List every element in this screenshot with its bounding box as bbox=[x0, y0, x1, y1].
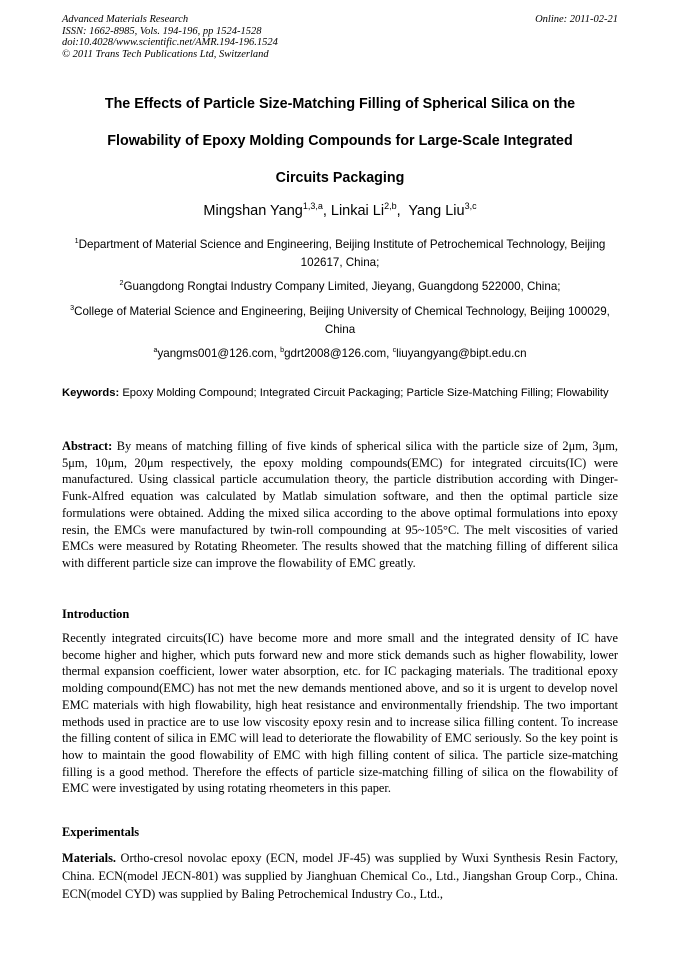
affil-marker: 1 bbox=[74, 236, 79, 246]
email-separator: , bbox=[273, 347, 281, 360]
journal-header bbox=[62, 14, 618, 60]
introduction-paragraph: Recently integrated circuits(IC) have become more and more small and the integrated density of IC have become higher and higher, which puts forward new and more stick demands such as higher flowability, lower thermal expansion coefficient, lower water absorption, etc. for IC packaging materials. The traditional epoxy molding compound(EMC) has not met the new demands mentioned above, and so it is urgent to develop novel EMC materials with high flowability, high heat resistance and environmentally friendship. The two important methods used in practice are to use low viscosity epoxy resin and to increase silica filling content. To increase the filling content of silica in EMC will lead to deteriorate the flowability of EMC seriously. So the key point is how to maintain the good flowability of EMC with high filling content of silica. The particle size-matching filling is a good method. Therefore the effects of particle size-matching filling of silica on the flowability of EMC were investigated by using rotating rheometers in this paper. bbox=[62, 631, 618, 796]
author-separator: , bbox=[396, 203, 409, 219]
affil-marker: 2 bbox=[119, 278, 124, 288]
author-name: Mingshan Yang bbox=[203, 203, 303, 219]
issn-line: ISSN: 1662-8985, Vols. 194-196, pp 1524-1528 bbox=[62, 25, 262, 37]
paper-title bbox=[62, 86, 618, 197]
author-affil-marker: 3,c bbox=[464, 201, 477, 212]
materials-label: Materials. bbox=[62, 851, 117, 865]
email-link[interactable]: liuyangyang@bipt.edu.cn bbox=[396, 347, 527, 360]
title-line-1: The Effects of Particle Size-Matching Filling of Spherical Silica on the bbox=[104, 96, 576, 112]
online-date: Online: 2011-02-21 bbox=[535, 14, 618, 25]
email-marker: a bbox=[153, 345, 158, 355]
author-name: Linkai Li bbox=[330, 203, 385, 219]
title-line-2: Flowability of Epoxy Molding Compounds for Large-Scale Integrated bbox=[107, 133, 573, 149]
author-name: Yang Liu bbox=[408, 203, 465, 219]
affiliation-1 bbox=[62, 236, 618, 272]
affil-text: College of Material Science and Engineering, Beijing University of Chemical Technology, Beijing 100029, China bbox=[74, 305, 610, 336]
email-marker: c bbox=[392, 345, 397, 355]
abstract-text: By means of matching filling of five kinds of spherical silica with the particle size of 2μm, 3μm, 5μm, 10μm, 20μm respectively, the epoxy molding compounds(EMC) for integrated circuits(IC) were manufactured. Using classical particle accumulation theory, the particle distribution according with Dinger-Funk-Alfred equation was calculated by Matlab simulation software, and then the optimal particle size formulations were obtained. Adding the mixed silica according to the above optimal formulations into epoxy resin, the EMCs were manufactured by twin-roll compounding at 95~105°C. The melt viscosities of varied EMCs were measured by Rotating Rheometer. The results showed that the matching filling of different silica with different particle size can improve the flowability of EMC greatly. bbox=[62, 439, 618, 570]
affil-marker: 3 bbox=[70, 303, 75, 313]
materials-text: Ortho-cresol novolac epoxy (ECN, model JF-45) was supplied by Wuxi Synthesis Resin Factory, China. ECN(model JECN-801) was supplied by Jianghuan Chemical Co., Ltd., Jiangshan Group Corp., China. ECN(model CYD) was supplied by Baling Petrochemical Industry Co., Ltd., bbox=[62, 851, 618, 902]
introduction-heading: Introduction bbox=[62, 607, 130, 621]
title-line-3: Circuits Packaging bbox=[275, 170, 405, 186]
email-marker: b bbox=[280, 345, 285, 355]
email-list bbox=[62, 345, 618, 363]
author-list bbox=[62, 200, 618, 222]
keywords-label: Keywords: bbox=[62, 387, 120, 399]
doi-line: doi:10.4028/www.scientific.net/AMR.194-196.1524 bbox=[62, 37, 278, 49]
copyright-line: © 2011 Trans Tech Publications Ltd, Switzerland bbox=[62, 48, 269, 60]
keywords bbox=[62, 385, 618, 402]
email-separator: , bbox=[386, 347, 393, 360]
author-affil-marker: 2,b bbox=[384, 201, 397, 212]
keywords-text: Epoxy Molding Compound; Integrated Circuit Packaging; Particle Size-Matching Filling; Flowability bbox=[122, 387, 609, 399]
experimentals-heading: Experimentals bbox=[62, 825, 140, 839]
author-affil-marker: 1,3,a bbox=[302, 201, 323, 212]
author-separator: , bbox=[322, 203, 331, 219]
affil-text: Department of Material Science and Engineering, Beijing Institute of Petrochemical Technology, Beijing 102617, China; bbox=[78, 238, 606, 269]
email-link[interactable]: yangms001@126.com bbox=[157, 347, 274, 360]
affil-text: Guangdong Rongtai Industry Company Limited, Jieyang, Guangdong 522000, China; bbox=[123, 280, 561, 293]
abstract-label: Abstract: bbox=[62, 439, 113, 453]
abstract bbox=[62, 438, 618, 572]
affiliation-2 bbox=[62, 278, 618, 296]
journal-name: Advanced Materials Research bbox=[62, 14, 189, 25]
materials-paragraph bbox=[62, 849, 618, 904]
email-link[interactable]: gdrt2008@126.com bbox=[284, 347, 387, 360]
affiliation-3 bbox=[62, 303, 618, 339]
